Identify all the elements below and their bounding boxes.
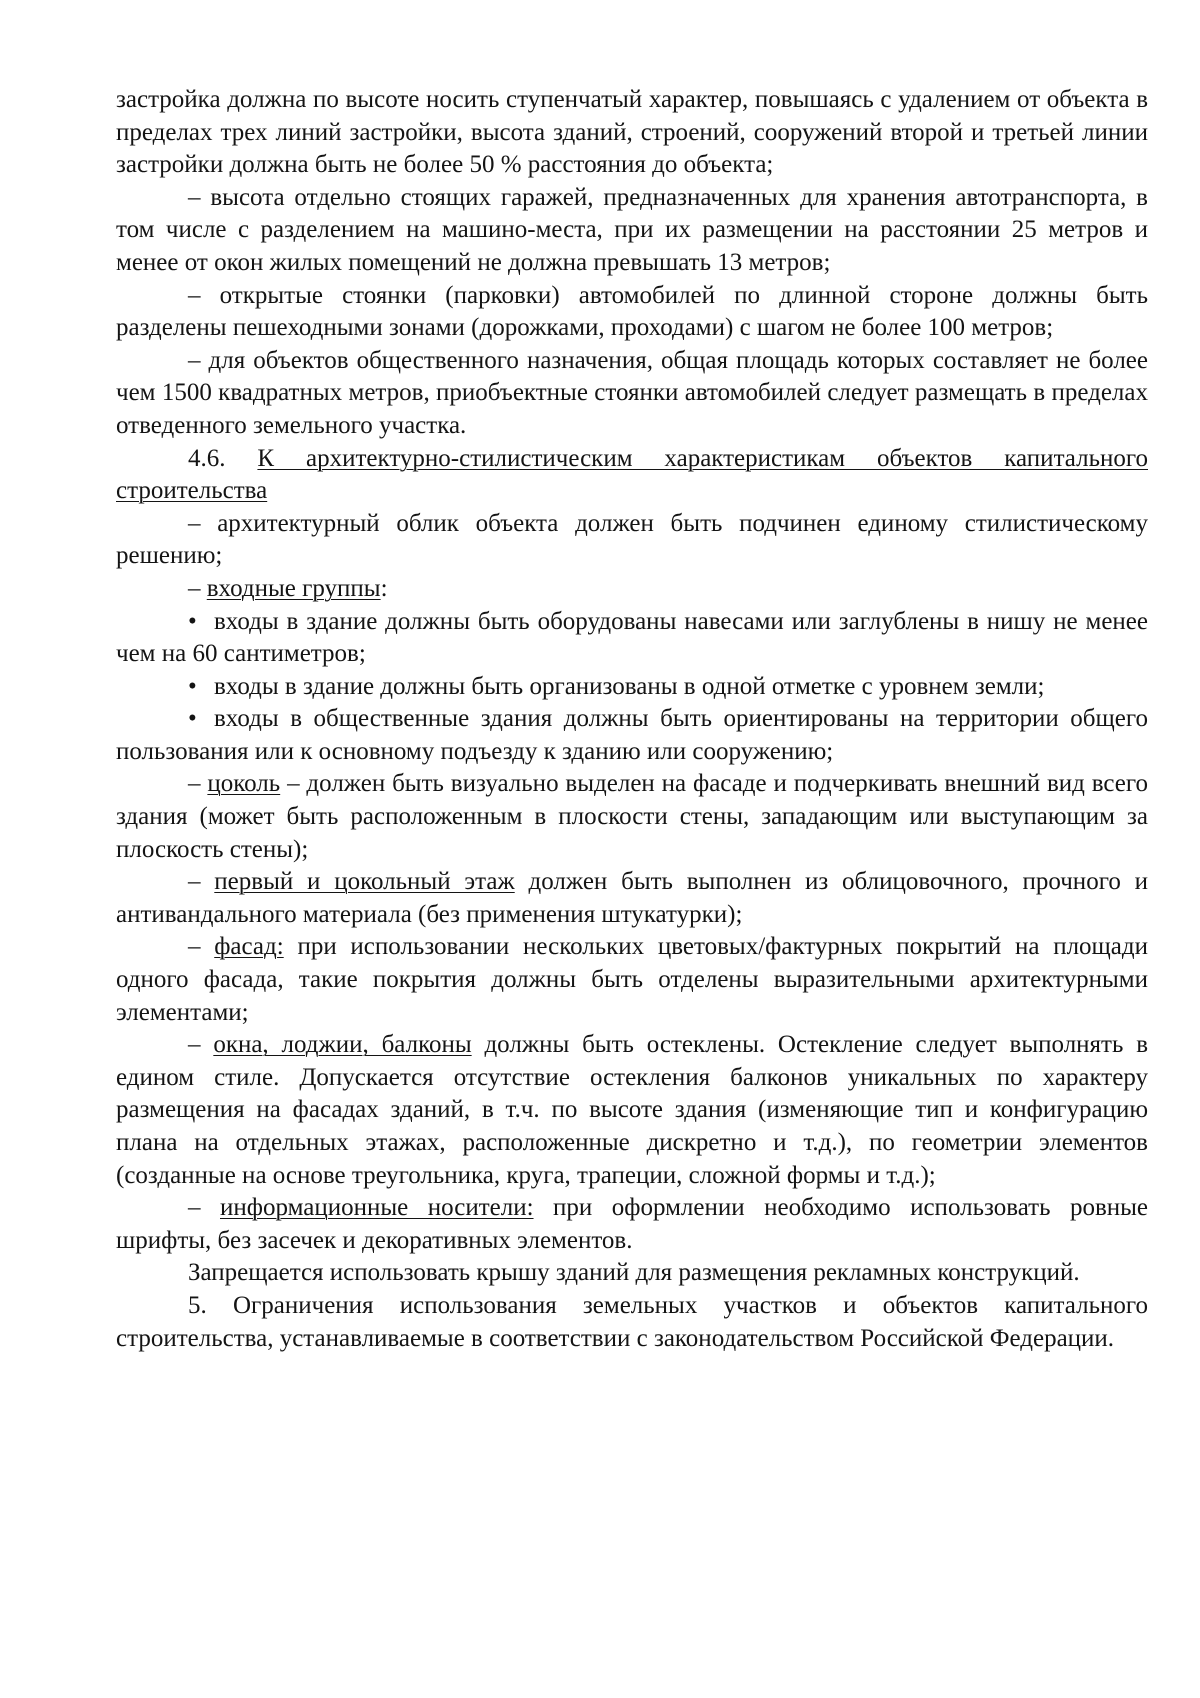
term-description: должен быть выполнен из облицовочного, прочного и антивандального материала (без применения штукатурки); — [116, 868, 1148, 928]
paragraph-entrance-groups — [116, 573, 1148, 606]
paragraph-continuation: застройка должна по высоте носить ступенчатый характер, повышаясь с удалением от объекта в пределах трех линий застройки, высота зданий, строений, сооружений второй и третьей линии застройки должна быть не более 50 % расстояния до объекта; — [116, 86, 1148, 179]
section-number: 4.6. — [188, 444, 226, 472]
bullet-text: входы в здание должны быть оборудованы навесами или заглублены в нишу не менее чем на 60 сантиметров; — [116, 607, 1148, 668]
section-title: К архитектурно-стилистическим характеристикам объектов капитального строительства — [116, 444, 1148, 505]
dash: – — [188, 574, 201, 602]
section-5-heading: 5. Ограничения использования земельных участков и объектов капитального строительства, устанавливаемые в соответствии с законодательством Российской Федерации. — [116, 1291, 1148, 1352]
term-description: – должен быть визуально выделен на фасаде и подчеркивать внешний вид всего здания (может быть расположенным в плоскости стены, западающим или выступающим за плоскость стены); — [116, 770, 1149, 863]
paragraph-open-parking: – открытые стоянки (парковки) автомобилей по длинной стороне должны быть разделены пешеходными зонами (дорожками, проходами) с шагом не более 100 метров; — [116, 281, 1148, 342]
term-plinth: цоколь — [207, 770, 281, 798]
bullet-item-orientation — [116, 703, 1148, 768]
paragraph-architectural-appearance: – архитектурный облик объекта должен быть подчинен единому стилистическому решению; — [116, 509, 1148, 570]
bullet-item-canopies — [116, 606, 1148, 671]
dash: – — [188, 868, 201, 896]
paragraph-facade — [116, 931, 1148, 1029]
paragraph-garage-height: – высота отдельно стоящих гаражей, предназначенных для хранения автотранспорта, в том числе с разделением на машино-места, при их размещении на расстоянии 25 метров и менее от окон жилых помещений не должна превышать 13 метров; — [116, 183, 1148, 276]
term-facade: фасад: — [214, 933, 284, 961]
dash: – — [188, 1031, 201, 1059]
term-information-carriers: информационные носители: — [220, 1194, 534, 1222]
paragraph-roof-advertising: Запрещается использовать крышу зданий для размещения рекламных конструкций. — [188, 1259, 1080, 1287]
bullet-icon: • — [188, 672, 197, 700]
bullet-icon: • — [188, 705, 197, 733]
term-windows-balconies: окна, лоджии, балконы — [213, 1031, 472, 1059]
paragraph-first-floor — [116, 866, 1148, 931]
document-page — [116, 84, 1148, 1355]
paragraph-windows-balconies — [116, 1029, 1148, 1192]
term-description: при использовании нескольких цветовых/фактурных покрытий на площади одного фасада, такие покрытия должны быть отделены выразительными архитектурными элементами; — [116, 933, 1148, 1026]
bullet-text: входы в общественные здания должны быть ориентированы на территории общего пользования или к основному подъезду к зданию или сооружению; — [116, 705, 1148, 765]
paragraph-plinth — [116, 768, 1148, 866]
dash: – — [188, 1194, 201, 1222]
term-description: при оформлении необходимо использовать ровные шрифты, без засечек и декоративных элементов. — [116, 1194, 1149, 1254]
section-heading-4-6 — [116, 443, 1148, 508]
paragraph-public-objects-parking: – для объектов общественного назначения, общая площадь которых составляет не более чем 1500 квадратных метров, приобъектные стоянки автомобилей следует размещать в пределах отведенного земельного участка. — [116, 346, 1148, 439]
dash: – — [188, 933, 201, 961]
bullet-text: входы в здание должны быть организованы в одной отметке с уровнем земли; — [214, 672, 1045, 700]
term-description: должны быть остеклены. Остекление следует выполнять в едином стиле. Допускается отсутствие остекления балконов уникальных по характеру размещения на фасадах зданий, в т.ч. по высоте здания (изменяющие тип и конфигурацию плана на отдельных этажах, расположенные дискретно и т.д.), по геометрии элементов (созданные на основе треугольника, круга, трапеции, сложной формы и т.д.); — [116, 1031, 1148, 1189]
dash: – — [188, 770, 201, 798]
term-entrance-groups: входные группы — [206, 574, 381, 602]
term-suffix: : — [380, 574, 388, 602]
bullet-item-ground-level — [116, 671, 1148, 704]
paragraph-information-carriers — [116, 1192, 1148, 1257]
term-first-floor: первый и цокольный этаж — [214, 868, 515, 896]
bullet-icon: • — [188, 607, 197, 635]
